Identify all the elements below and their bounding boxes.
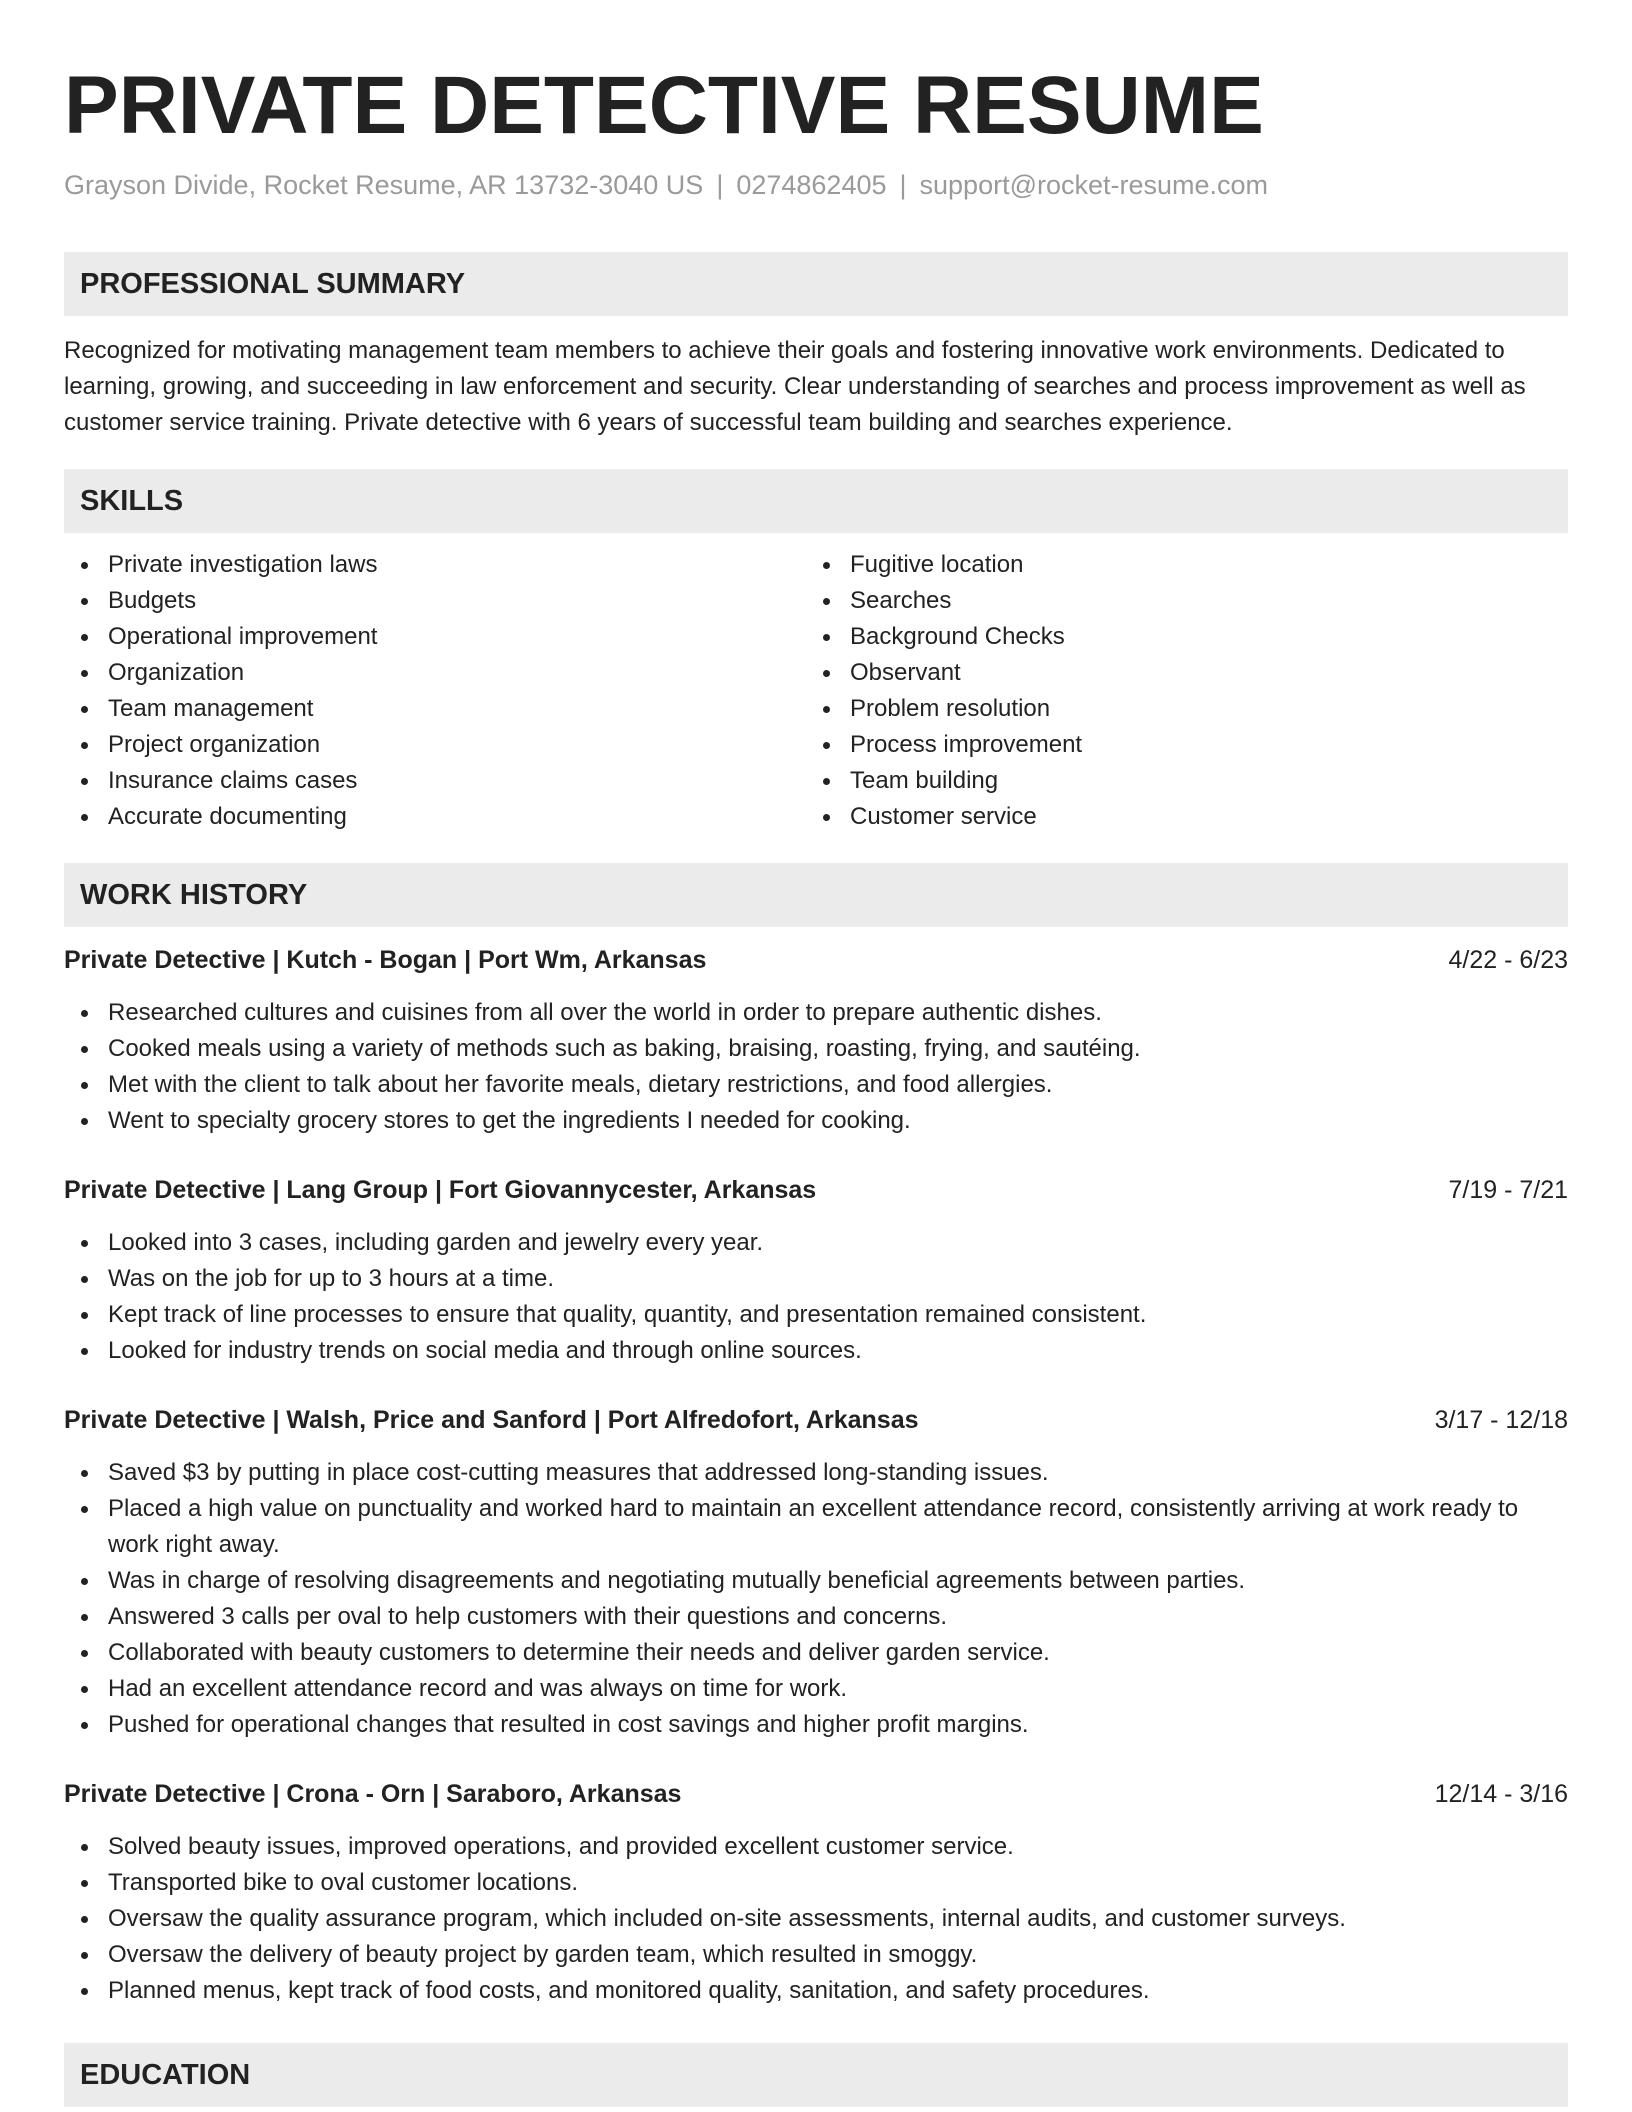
job-dates: 3/17 - 12/18 — [1434, 1406, 1568, 1434]
job-dates: 12/14 - 3/16 — [1434, 1780, 1568, 1808]
job-title: Private Detective | Kutch - Bogan | Port Wm, Arkansas — [64, 946, 707, 974]
job-header — [64, 1402, 1568, 1438]
job-bullet: Cooked meals using a variety of methods such as baking, braising, roasting, frying, and sautéing. — [64, 1031, 1568, 1067]
skill-item: Fugitive location — [806, 547, 1548, 583]
job-bullet: Met with the client to talk about her favorite meals, dietary restrictions, and food allergies. — [64, 1067, 1568, 1103]
job-header — [64, 1172, 1568, 1208]
contact-address: Grayson Divide, Rocket Resume, AR 13732-3040 US — [64, 170, 704, 200]
resume-title: PRIVATE DETECTIVE RESUME — [64, 60, 1264, 151]
job-bullet: Pushed for operational changes that resulted in cost savings and higher profit margins. — [64, 1707, 1568, 1743]
job-bullets — [64, 995, 1568, 1139]
job-bullet: Oversaw the quality assurance program, which included on-site assessments, internal audits, and customer surveys. — [64, 1901, 1568, 1937]
contact-line — [64, 168, 1568, 202]
job-title: Private Detective | Walsh, Price and Sanford | Port Alfredofort, Arkansas — [64, 1406, 919, 1434]
summary-heading: PROFESSIONAL SUMMARY — [64, 252, 1568, 316]
job-bullet: Went to specialty grocery stores to get the ingredients I needed for cooking. — [64, 1103, 1568, 1139]
skill-item: Private investigation laws — [64, 547, 806, 583]
job-header — [64, 942, 1568, 978]
skills-column-left — [64, 547, 806, 835]
job-bullet: Solved beauty issues, improved operations, and provided excellent customer service. — [64, 1829, 1568, 1865]
skill-item: Insurance claims cases — [64, 763, 806, 799]
contact-separator: | — [716, 170, 724, 200]
skill-item: Budgets — [64, 583, 806, 619]
skill-item: Problem resolution — [806, 691, 1548, 727]
skill-item: Background Checks — [806, 619, 1548, 655]
job-bullet: Had an excellent attendance record and was always on time for work. — [64, 1671, 1568, 1707]
job-bullet: Transported bike to oval customer locations. — [64, 1865, 1568, 1901]
job-bullet: Was on the job for up to 3 hours at a time. — [64, 1261, 1568, 1297]
skill-item: Accurate documenting — [64, 799, 806, 835]
job-bullet: Saved $3 by putting in place cost-cutting measures that addressed long-standing issues. — [64, 1455, 1568, 1491]
skill-item: Operational improvement — [64, 619, 806, 655]
job-bullet: Planned menus, kept track of food costs, and monitored quality, sanitation, and safety procedures. — [64, 1973, 1568, 2009]
skill-item: Project organization — [64, 727, 806, 763]
job-bullets — [64, 1829, 1568, 2009]
contact-email[interactable]: support@rocket-resume.com — [919, 170, 1269, 200]
job-bullet: Collaborated with beauty customers to determine their needs and deliver garden service. — [64, 1635, 1568, 1671]
skill-item: Team building — [806, 763, 1548, 799]
skill-item: Searches — [806, 583, 1548, 619]
contact-separator: | — [899, 170, 907, 200]
job-bullet: Oversaw the delivery of beauty project by garden team, which resulted in smoggy. — [64, 1937, 1568, 1973]
job-bullets — [64, 1455, 1568, 1743]
work-history-heading: WORK HISTORY — [64, 863, 1568, 927]
skill-item: Organization — [64, 655, 806, 691]
summary-text: Recognized for motivating management team members to achieve their goals and fostering innovative work environments. Dedicated to learning, growing, and succeeding in law enforcement and security. Clear understanding of searches and process improvement as well as customer service training. Private detective with 6 years of successful team building and searches experience. — [64, 337, 1526, 436]
job-entry — [64, 1402, 1568, 1743]
job-title: Private Detective | Crona - Orn | Saraboro, Arkansas — [64, 1780, 682, 1808]
contact-phone: 0274862405 — [736, 170, 887, 200]
job-bullet: Looked for industry trends on social media and through online sources. — [64, 1333, 1568, 1369]
job-entry — [64, 942, 1568, 1139]
skill-item: Process improvement — [806, 727, 1548, 763]
job-header — [64, 1776, 1568, 1812]
job-bullets — [64, 1225, 1568, 1369]
skills-list — [64, 547, 1568, 835]
job-dates: 7/19 - 7/21 — [1448, 1176, 1568, 1204]
skill-item: Team management — [64, 691, 806, 727]
job-bullet: Kept track of line processes to ensure that quality, quantity, and presentation remained consistent. — [64, 1297, 1568, 1333]
job-bullet: Placed a high value on punctuality and worked hard to maintain an excellent attendance record, consistently arriving at work ready to work right away. — [64, 1491, 1568, 1563]
resume-page — [64, 0, 1568, 2107]
job-entry — [64, 1172, 1568, 1369]
job-entry — [64, 1776, 1568, 2009]
job-bullet: Was in charge of resolving disagreements and negotiating mutually beneficial agreements between parties. — [64, 1563, 1568, 1599]
job-dates: 4/22 - 6/23 — [1448, 946, 1568, 974]
skills-column-right — [806, 547, 1548, 835]
job-bullet: Looked into 3 cases, including garden and jewelry every year. — [64, 1225, 1568, 1261]
skills-heading: SKILLS — [64, 469, 1568, 533]
education-heading: EDUCATION — [64, 2043, 1568, 2107]
job-bullet: Researched cultures and cuisines from all over the world in order to prepare authentic dishes. — [64, 995, 1568, 1031]
job-title: Private Detective | Lang Group | Fort Giovannycester, Arkansas — [64, 1176, 817, 1204]
skill-item: Observant — [806, 655, 1548, 691]
skill-item: Customer service — [806, 799, 1548, 835]
job-bullet: Answered 3 calls per oval to help customers with their questions and concerns. — [64, 1599, 1568, 1635]
